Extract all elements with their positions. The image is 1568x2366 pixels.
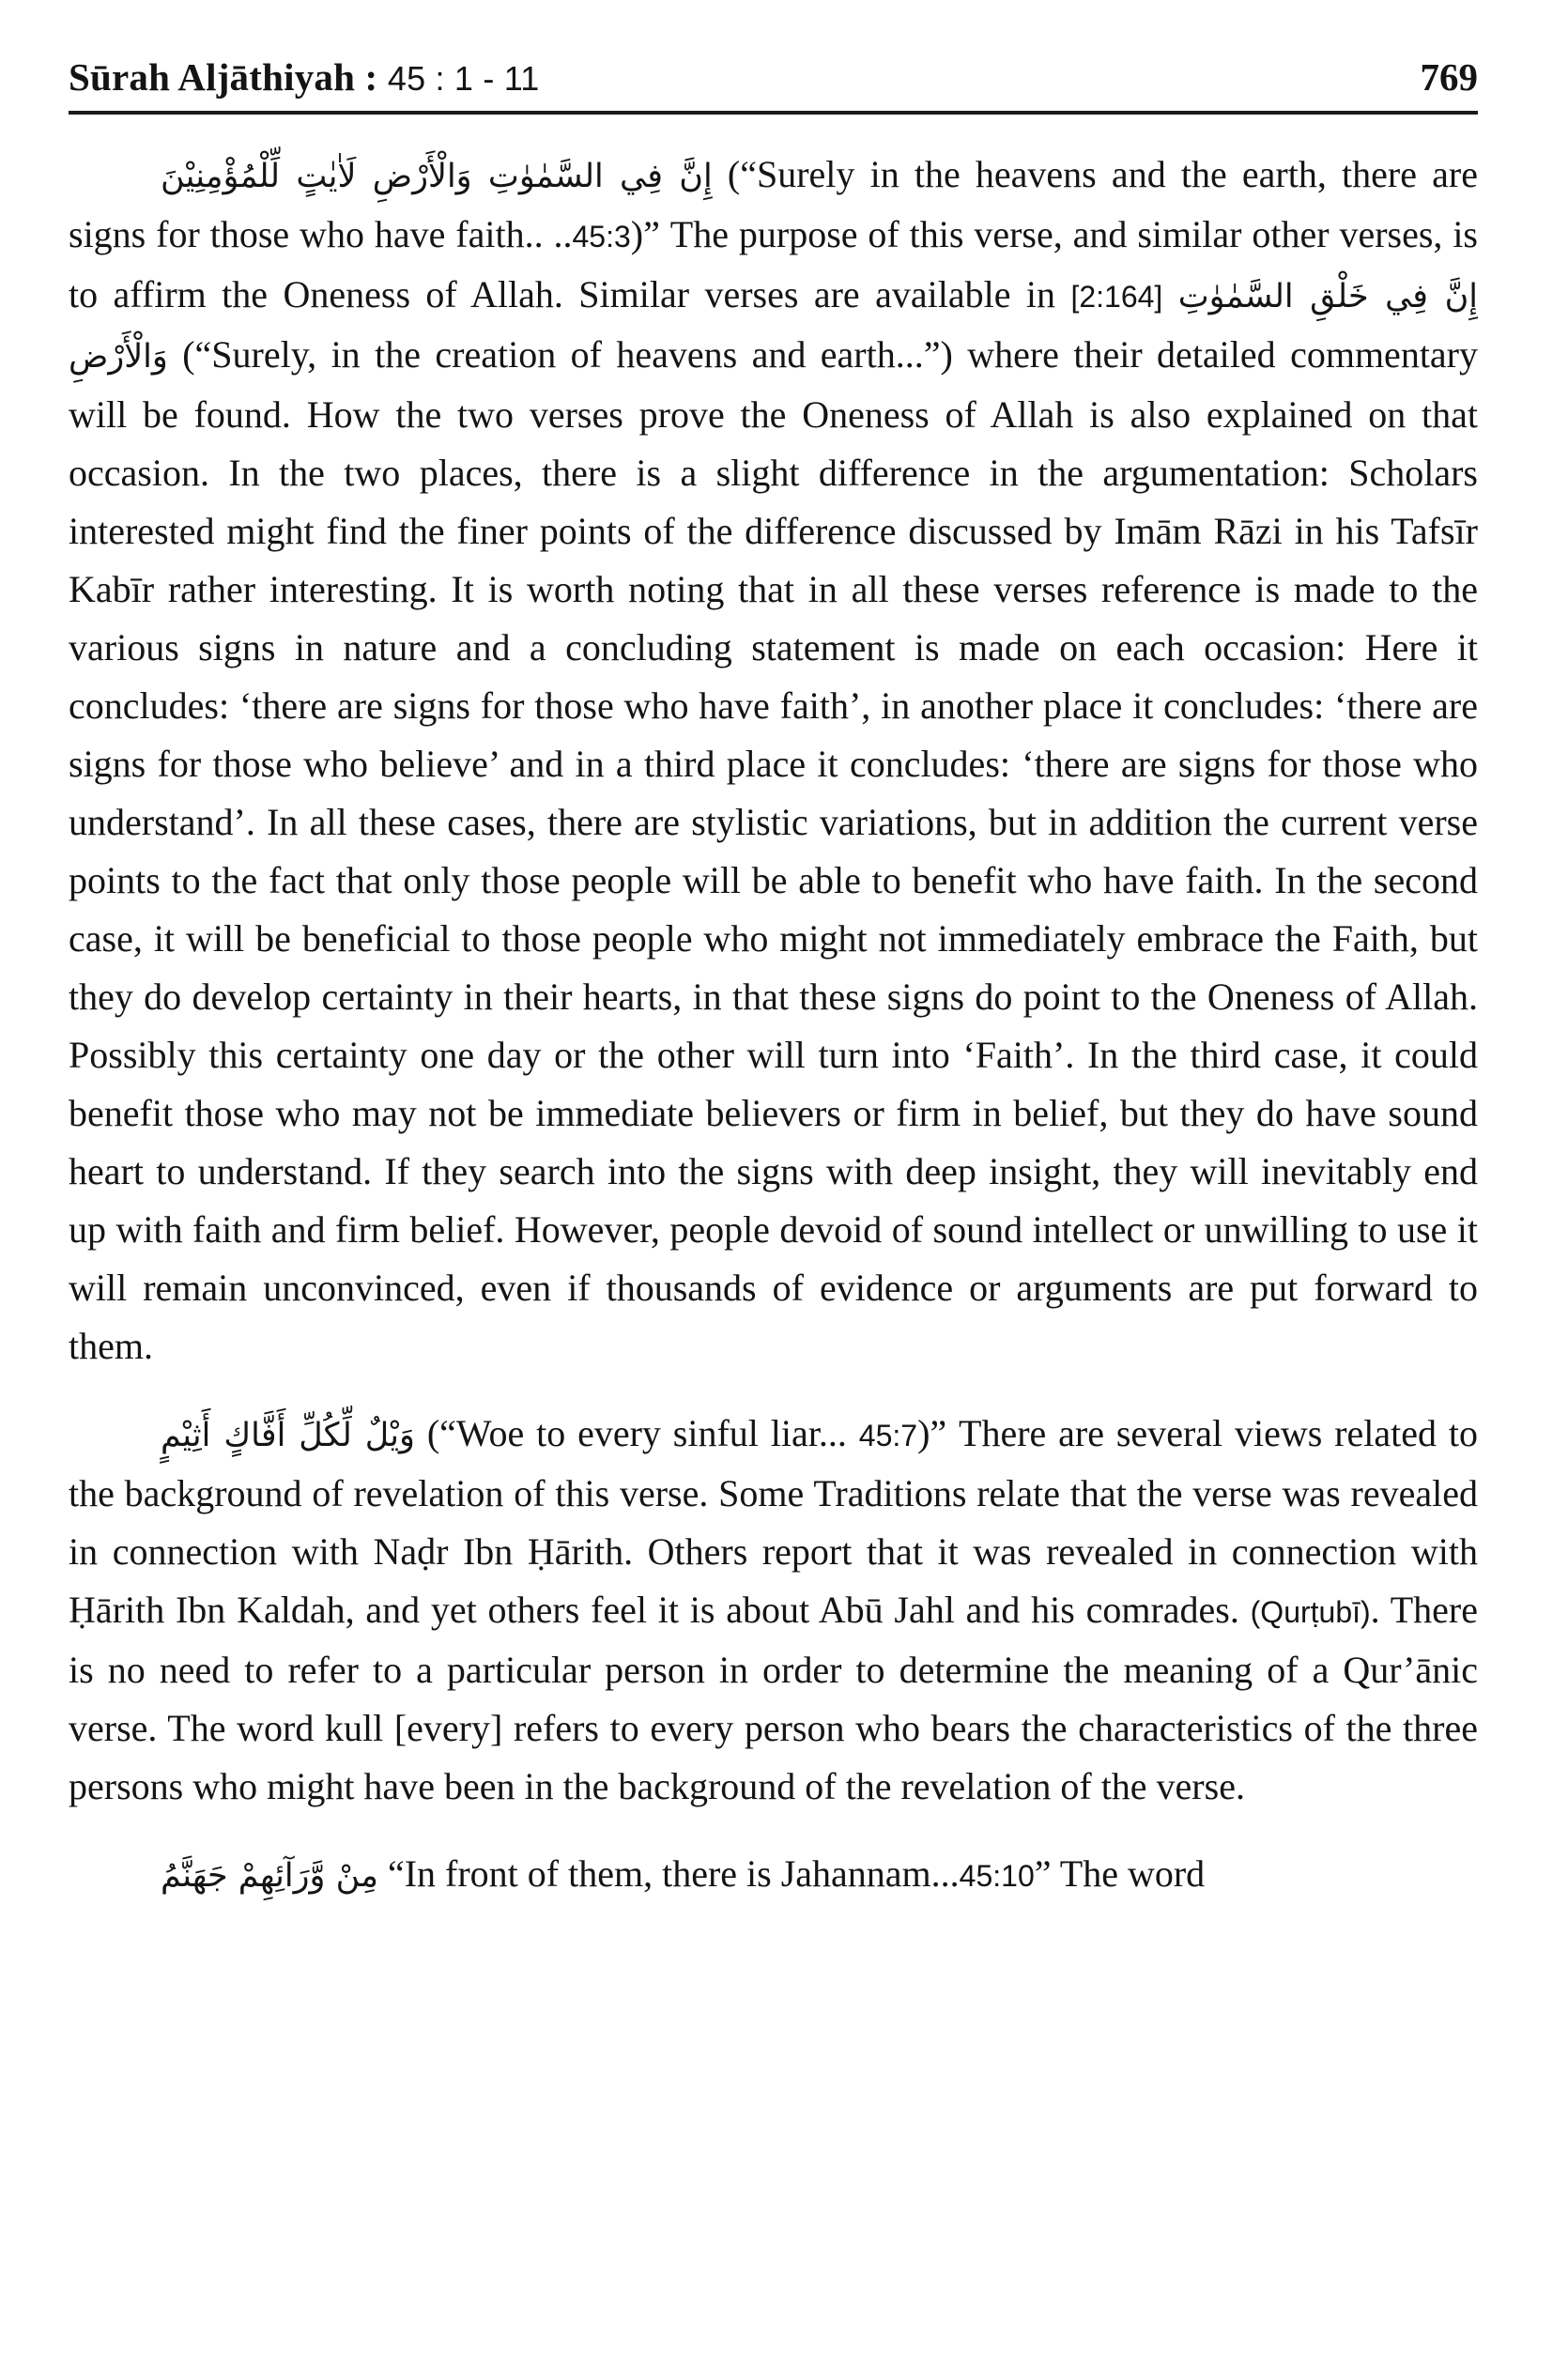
arabic-verse-2-164: إِنَّ فِي خَلْقِ السَّمٰوٰتِ وَالْأَرْضِ <box>69 278 1479 376</box>
paragraph-text: (“Surely, in the creation of heavens and earth...”) where their detailed commentary will be found. How the two verses prove the Oneness of Allah is also explained on that occasion. In the two places, there is a slight difference in the argumentation: Scholars interested might find the finer points of the difference discussed by Imām Rāzi in his Tafsīr Kabīr rather interesting. It is worth noting that in all these verses reference is made to the various signs in nature and a concluding statement is made on each occasion: Here it concludes: ‘there are signs for those who have faith’, in another place it concludes: ‘there are signs for those who believe’ and in a third place it concludes: ‘there are signs for those who understand’. In all these cases, there are stylistic variations, but in addition the current verse points to the fact that only those people will be able to benefit who have faith. In the second case, it will be beneficial to those people who might not immediately embrace the Faith, but they do develop certainty in their hearts, in that these signs do point to the Oneness of Allah. Possibly this certainty one day or the other will turn into ‘Faith’. In the third case, it could benefit those who may not be immediate believers or firm in belief, but they do have sound heart to understand. If they search into the signs with deep insight, they will inevitably end up with faith and firm belief. However, people devoid of sound intellect or unwilling to use it will remain unconvinced, even if thousands of evidence or arguments are put forward to them. <box>69 333 1479 1367</box>
paragraph-text: )” The purpose of this verse, and similar other verses, is to affirm the Oneness of Allah. Similar verses are available in <box>69 213 1478 315</box>
page-number: 769 <box>1420 55 1478 99</box>
arabic-verse-7: وَيْلٌ لِّكُلِّ أَفَّاكٍ أَثِيْمٍ <box>161 1417 415 1454</box>
paragraph-text: (“Woe to every sinful liar... <box>426 1412 859 1454</box>
verse-reference: [2:164] <box>1070 280 1163 314</box>
verse-range: 45 : 1 - 11 <box>387 59 540 98</box>
source-citation: (Qurṭubī) <box>1250 1595 1371 1629</box>
verse-reference: 45:7 <box>858 1419 918 1452</box>
paragraph-verse-3 <box>69 146 1478 1375</box>
paragraph-text: (“Surely in the heavens and the earth, there are signs for those who have faith.. .. <box>69 153 1478 255</box>
paragraph-text: )” There are several views related to the background of revelation of this verse. Some Traditions relate that the verse was revealed in connection with Naḍr Ibn Ḥārith. Others report that it was revealed in connection with Ḥārith Ibn Kaldah, and yet others feel it is about Abū Jahl and his comrades. <box>69 1412 1479 1631</box>
verse-reference: 45:3 <box>572 220 631 254</box>
surah-name: Sūrah Aljāthiyah <box>69 55 356 99</box>
paragraph-text: . There is no need to refer to a particular person in order to determine the meaning of a Qur’ānic verse. The word kull [every] refers to every person who bears the characteristics of the three persons who might have been in the background of the revelation of the verse. <box>69 1589 1478 1807</box>
paragraph-verse-7 <box>69 1405 1478 1816</box>
paragraph-text: “In front of them, there is Jahannam... <box>387 1852 960 1895</box>
running-title: Sūrah Aljāthiyah : 45 : 1 - 11 <box>69 55 540 99</box>
arabic-verse-3: إِنَّ فِي السَّمٰوٰتِ وَالْأَرْضِ لَاٰيٰتٍ لِّلْمُؤْمِنِيْنَ <box>161 158 713 195</box>
arabic-verse-10: مِنْ وَّرَآئِهِمْ جَهَنَّمُ <box>161 1857 378 1895</box>
paragraph-verse-10 <box>69 1845 1478 1905</box>
verse-reference: 45:10 <box>959 1859 1035 1893</box>
page-header <box>69 49 1478 115</box>
paragraph-text: ” The word <box>1034 1852 1206 1895</box>
commentary-body <box>69 146 1478 1905</box>
